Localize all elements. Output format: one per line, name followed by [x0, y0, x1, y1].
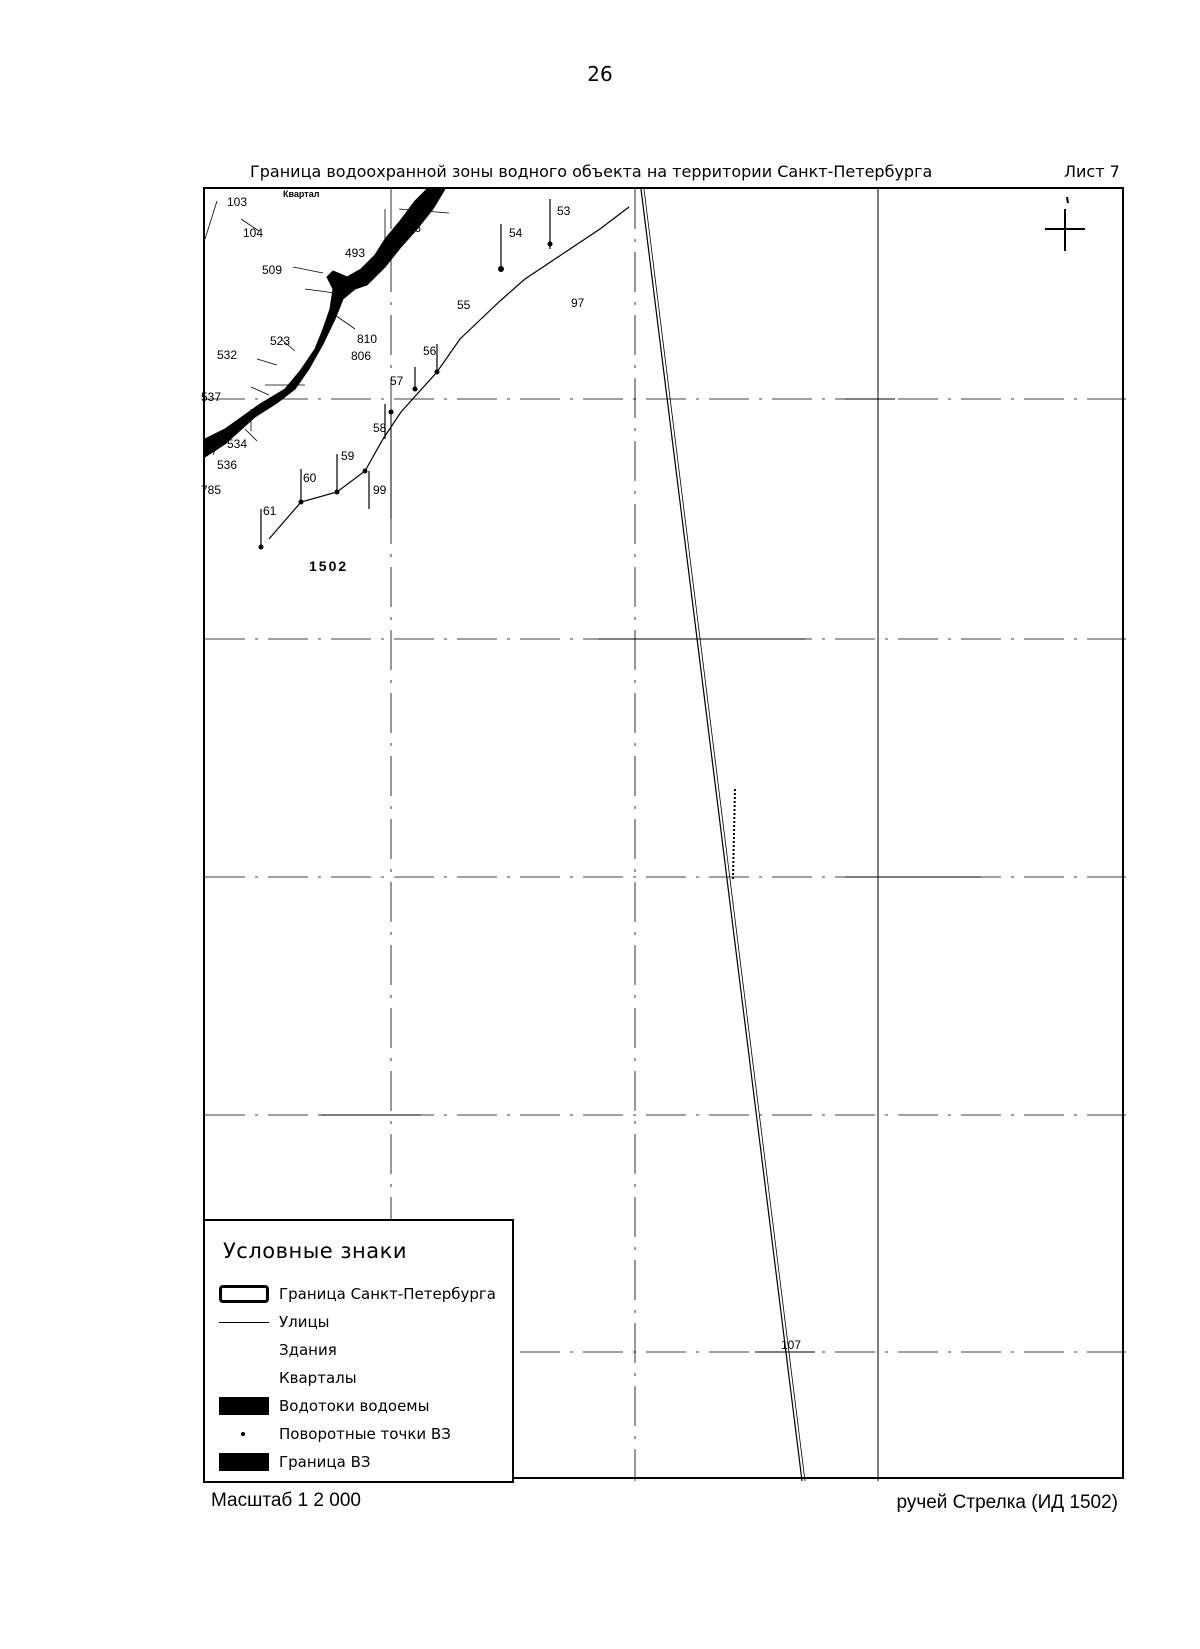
page-number: 26 [587, 62, 613, 86]
point-label: 55 [457, 298, 471, 312]
legend-label: Здания [279, 1341, 337, 1359]
point-label: 58 [373, 421, 387, 435]
object-name: ручей Стрелка (ИД 1502) [896, 1492, 1118, 1513]
point-label: 56 [423, 344, 437, 358]
filled-rect-icon [219, 1397, 269, 1415]
point-label: 97 [571, 296, 585, 310]
point-label: 99 [373, 483, 387, 497]
point-label: 806 [351, 349, 372, 363]
point-label: 61 [263, 504, 277, 518]
legend-item-city-border [219, 1283, 509, 1305]
point-label: 59 [341, 449, 355, 463]
point-label: 810 [357, 332, 378, 346]
point-label: 536 [217, 458, 238, 472]
point-label: 60 [303, 471, 317, 485]
dot-icon [219, 1425, 269, 1443]
point-label: 103 [227, 195, 248, 209]
legend-label: Водотоки водоемы [279, 1397, 430, 1415]
wpz-boundary [261, 199, 629, 547]
map-scale: Масштаб 1 2 000 [211, 1490, 361, 1511]
point-labels [201, 189, 801, 1352]
boundary-points [259, 242, 553, 550]
legend-label: Граница ВЗ [279, 1453, 371, 1471]
area-label: 1502 [309, 558, 349, 574]
point-label: 523 [270, 334, 291, 348]
point-label: 57 [390, 374, 404, 388]
point-label: 534 [227, 437, 248, 451]
point-label: 509 [262, 263, 283, 277]
map-title: Граница водоохранной зоны водного объекта на территории Санкт-Петербурга [250, 162, 933, 181]
filled-rect-icon [219, 1453, 269, 1471]
point-label: 53 [557, 204, 571, 218]
point-label: 537 [201, 390, 222, 404]
legend-item-quarters [219, 1367, 509, 1389]
sheet-label: Лист 7 [1064, 162, 1120, 181]
point-label: 54 [509, 226, 523, 240]
legend-item-buildings [219, 1339, 509, 1361]
legend-label: Граница Санкт-Петербурга [279, 1285, 496, 1303]
map-frame[interactable] [203, 187, 1124, 1479]
point-label: 785 [201, 483, 222, 497]
legend-item-water [219, 1395, 509, 1417]
legend-title: Условные знаки [223, 1239, 407, 1263]
legend-label: Кварталы [279, 1369, 357, 1387]
point-label: 493 [345, 246, 366, 260]
stream-line [641, 189, 805, 1481]
map-legend [203, 1219, 514, 1483]
outlined-rect-icon [219, 1285, 269, 1303]
legend-item-streets [219, 1311, 509, 1333]
north-arrow-icon [1045, 197, 1085, 251]
legend-item-wpz-border [219, 1451, 509, 1473]
thin-line-icon [219, 1322, 269, 1323]
point-label: 107 [781, 1338, 802, 1352]
quarter-label: Квартал [283, 189, 320, 199]
legend-label: Поворотные точки ВЗ [279, 1425, 451, 1443]
point-label: 532 [217, 348, 238, 362]
point-label: 486 [401, 221, 422, 235]
legend-label: Улицы [279, 1313, 330, 1331]
point-label: 104 [243, 226, 264, 240]
legend-item-turning-points [219, 1423, 509, 1445]
